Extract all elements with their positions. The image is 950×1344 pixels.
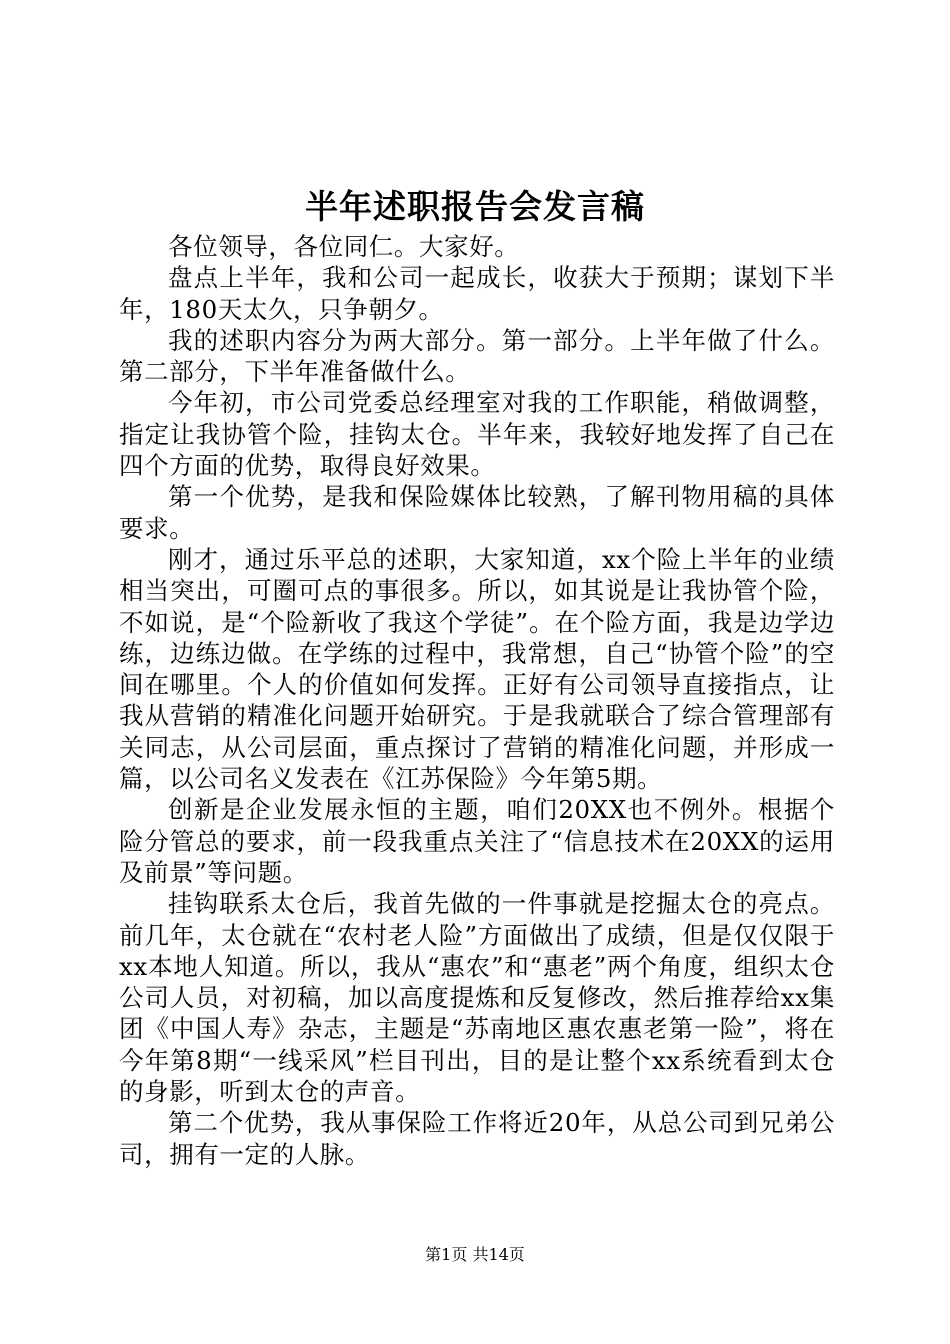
document-body (119, 231, 835, 1170)
paragraph: 刚才，通过乐平总的述职，大家知道，xx个险上半年的业绩相当突出，可圈可点的事很多。所以，如其说是让我协管个险，不如说，是“个险新收了我这个学徒”。在个险方面，我是边学边练，边练边做。在学练的过程中，我常想，自己“协管个险”的空间在哪里。个人的价值如何发挥。正好有公司领导直接指点，让我从营销的精准化问题开始研究。于是我就联合了综合管理部有关同志，从公司层面，重点探讨了营销的精准化问题，并形成一篇，以公司名义发表在《江苏保险》今年第5期。 (119, 544, 835, 794)
paragraph: 第一个优势，是我和保险媒体比较熟，了解刊物用稿的具体要求。 (119, 482, 835, 543)
page-number-footer: 第1页 共14页 (425, 1245, 525, 1264)
paragraph: 挂钩联系太仓后，我首先做的一件事就是挖掘太仓的亮点。前几年，太仓就在“农村老人险”方面做出了成绩，但是仅仅限于xx本地人知道。所以，我从“惠农”和“惠老”两个角度，组织太仓公司人员，对初稿，加以高度提炼和反复修改，然后推荐给xx集团《中国人寿》杂志，主题是“苏南地区惠农惠老第一险”，将在今年第8期“一线采风”栏目刊出，目的是让整个xx系统看到太仓的身影，听到太仓的声音。 (119, 889, 835, 1107)
paragraph: 创新是企业发展永恒的主题，咱们20XX也不例外。根据个险分管总的要求，前一段我重点关注了“信息技术在20XX的运用及前景”等问题。 (119, 795, 835, 887)
paragraph-greeting: 各位领导，各位同仁。大家好。 (168, 232, 520, 261)
document-title: 半年述职报告会发言稿 (305, 187, 645, 226)
paragraph: 我的述职内容分为两大部分。第一部分。上半年做了什么。第二部分，下半年准备做什么。 (119, 325, 835, 387)
paragraph: 第二个优势，我从事保险工作将近20年，从总公司到兄弟公司，拥有一定的人脉。 (119, 1108, 835, 1169)
paragraph: 今年初，市公司党委总经理室对我的工作职能，稍做调整，指定让我协管个险，挂钩太仓。半年来，我较好地发挥了自己在四个方面的优势，取得良好效果。 (119, 388, 835, 481)
paragraph: 盘点上半年，我和公司一起成长，收获大于预期；谋划下半年，180天太久，只争朝夕。 (119, 263, 835, 324)
